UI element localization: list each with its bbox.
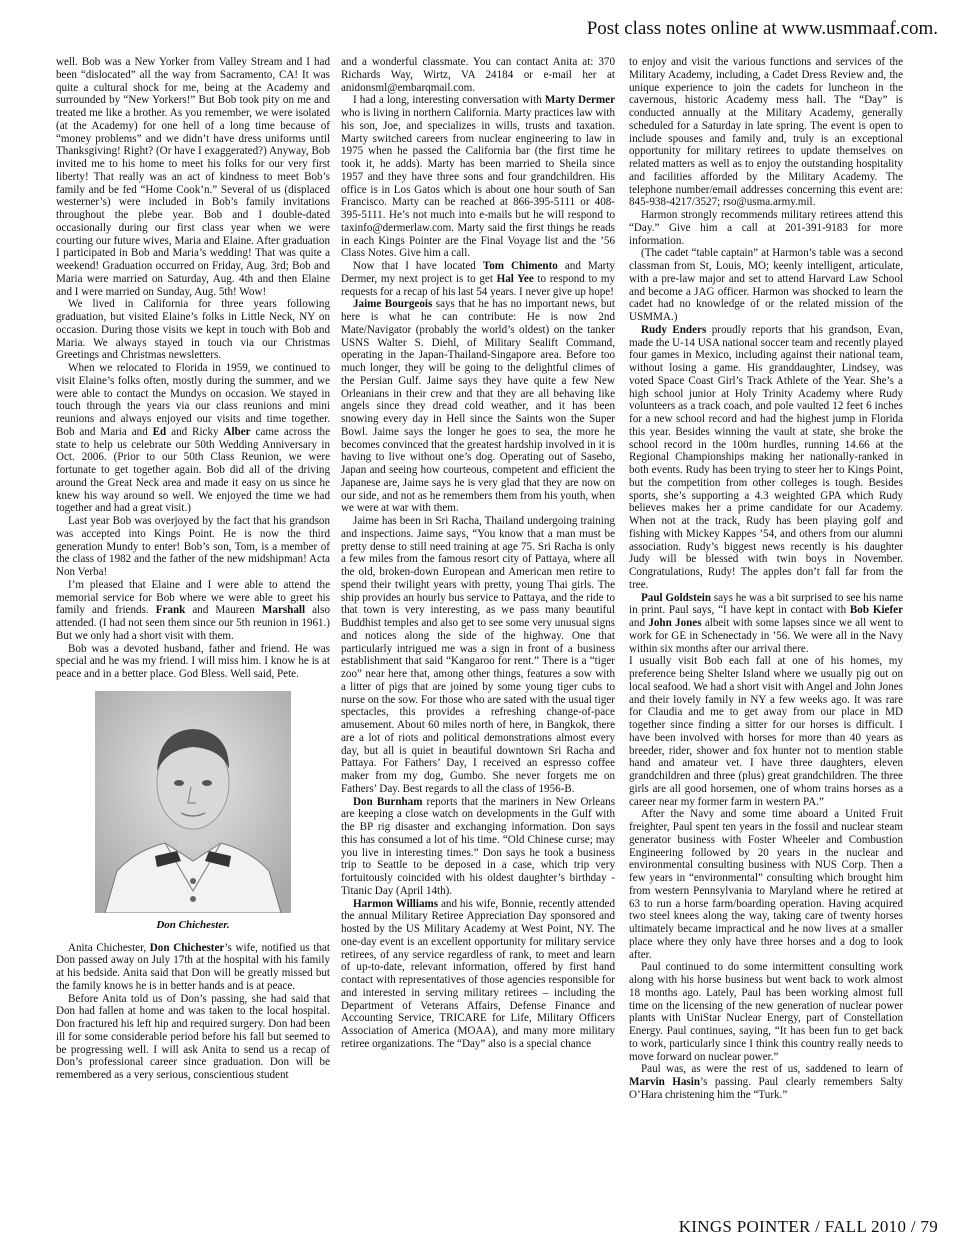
text-run: and Ricky [166,425,224,438]
bold-name: Don Burnham [353,795,423,808]
text-run: Paul continued to do some intermittent consulting work along with his horse business but went back to work almost 18 months ago. Lately, Paul has been working almost full time on the licensing of the new generation of nuclear power plants with UniStar Nuclear Energy, part of Constellation Energy. Paul continues, saying, “It has been fun to get back to work, particularly since I think this country really needs to move forward on nuclear power.” [629,961,903,1063]
bold-name: Alber [223,425,251,438]
text-run: albeit with some lapses since we all went to work for GE in Schenectady in ’56. We were all in the Navy within six months after our arrival there. [629,617,904,655]
paragraph [56,56,330,298]
paragraph [341,515,615,796]
paragraph [341,796,615,898]
bold-name: John Jones [648,617,702,629]
text-run: I usually visit Bob each fall at one of his homes, my preference being Shelter Island where we usually pig out on local seafood. We had a short visit with Angel and John Jones and their lovely family in NY a few weeks ago. It was rare for Claudia and me to get away from our place in MD together since finding a sitter for our horses is difficult. I have been involved with horses for more than 40 years as breeder, rider, shower and fox hunter not to mention stable hand and amateur vet. I have three daughters, eleven grandchildren and three (plus) great grandchildren. The three girls are all good horsemen, one of whom trains horses as a career near my former farm in western PA.” [629,655,903,808]
text-run: ’s passing. Paul clearly remembers Salty O’Hara christening him the “Turk.” [629,1076,903,1101]
column-2 [341,56,615,1051]
column-1-text-after-photo [56,942,330,1082]
bold-name: Frank [155,604,186,617]
paragraph [56,298,330,362]
bold-name: Hal Yee [496,272,534,285]
text-run: Anita Chichester, [68,941,150,954]
portrait-photo [95,691,291,913]
bold-name: Rudy Enders [641,323,707,336]
paragraph [629,592,903,656]
paragraph [629,324,903,592]
paragraph [56,993,330,1082]
paragraph [629,808,903,961]
text-run: I’m pleased that Elaine and I were able to attend the memorial service for Bob where we were able to greet his family and friends. [56,578,330,617]
bold-name: Ed [152,425,167,438]
paragraph [629,655,903,808]
text-run: We lived in California for three years following graduation, but visited Elaine’s folks in Little Neck, NY on occasion. During those visits we kept in touch with Bob and Maria. We always stayed in touch via our Christmas Greetings and Christmas newsletters. [56,298,330,362]
text-run: After the Navy and some time aboard a United Fruit freighter, Paul spent ten years in the fossil and nuclear steam generator business with Foster Wheeler and Combustion Engineering followed by 20 years in the nuclear and environmental consulting business with NUS Corp. Then a few years in “environmental” consulting which brought him from western Pennsylvania to Maryland where he retired at 63 to run a horse farm/boarding operation. Having acquired two steel knees along the way, taking care of twenty horses ultimately became impractical and he now lives at a smaller place where they only have three horses and a dog to look after. [629,808,903,961]
text-run: and [629,617,649,629]
text-run: well. Bob was a New Yorker from Valley Stream and I had been “dislocated” all the way from Sacramento, CA! It was quite a cultural shock for me, being at the Academy and surrounded by “New Yorkers!” But Bob took pity on me and treated me like a brother. As you remember, we were isolated (at the Academy) for one hell of a long time because of “money problems” and we didn’t have dress uniforms until Thanksgiving! Right? (Or have I exaggerated?) Anyway, Bob invited me to his home to meet his folks for our very first liberty! That really was an act of kindness to meet Bob’s family and be fed “Home Cook’n.” Several of us (displaced westerner’s) were included in Bob’s family invitations throughout the plebe year. Bob and I double-dated occasionally during our first class year when we were courting our future wives, Maria and Elaine. After graduation I participated in Bob and Maria’s wedding! That was quite a weekend! Graduation occurred on Friday, Aug. 3rd; Bob and Maria were married on Saturday, Aug. 4th and then Elaine and I were married on Sunday, Aug. 5th! Wow! [56,56,330,298]
paragraph [56,515,330,579]
text-run: and Marty Dermer, my next project is to get [341,260,615,285]
bold-name: Don Chichester [149,941,225,954]
paragraph [629,247,903,324]
text-run: Last year Bob was overjoyed by the fact that his grandson was accepted into Kings Point. He is now the third generation Mundy to enter! Bob’s son, Tom, is a member of the class of 1982 and the father of the new midshipman! Acta Non Verba! [56,515,330,578]
text-run: reports that the mariners in New Orleans are keeping a close watch on developments in the Gulf with the BP rig disaster and exchanging information. Don says this has consumed a lot of his time. “Old Chinese curse; may you live in interesting times.” Don says he took a business trip to Seattle to be deposed in a case, which trip very fortuitously coincided with his oldest daughter’s birthday - Titanic Day (April 14th). [341,795,616,897]
text-run: ’s wife, notified us that Don passed away on July 17th at the hospital with his family at his bedside. Anita said that Don will be greatly missed but the family knows he is in better hands and is at peace. [56,941,330,992]
text-run: Bob was a devoted husband, father and friend. He was special and he was my friend. I will miss him. I know he is at peace and in a better place. God Bless. Well said, Pete. [56,642,330,680]
text-run: to respond to my requests for a recap of his last 54 years. I never give up hope! [341,272,616,298]
paragraph [629,961,903,1063]
bold-name: Marty Dermer [544,94,616,107]
paragraph [56,579,330,643]
text-run: When we relocated to Florida in 1959, we continued to visit Elaine’s folks often, mostly during the summer, and we were able to contact the Mundys on occasion. We stayed in touch through the years via our class reunions and mini reunions and always enjoyed our visits and time together. Bob and Maria and [56,362,330,438]
text-run: and Maureen [185,604,262,617]
bold-name: Marshall [261,604,306,617]
paragraph [341,56,615,94]
text-run: says that he has no important news, but here is what he can contribute: He is now 2nd Mate/Navigator (probably the world’s oldest) on the tanker USNS Walter S. Diehl, of Military Sealift Command, operating in the Japan-Thailand-Singapore area. Before too much longer, they will be going to the delightful climes of the Persian Gulf. Jaime says they have quite a few New Orleanians in their crew and that they are all behaving like angels since they dread cold weather, and it has been snowing every day in Hell since the Saints won the Super Bowl. Jaime says the longer he goes to sea, the more he becomes convinced that the greatest hardship involved in it is having to live without one’s dog. Operating out of Sasebo, Japan and seeing how courteous, competent and efficient the Japanese are, Jaime says he is very glad that they are now on our side, and not as he remembers them from his youth, when we were at war with them. [341,298,616,515]
text-run: to enjoy and visit the various functions and services of the Military Academy, including, a Cadet Dress Review and, the unique experience to join the cadets for luncheon in the cavernous, historic Academy mess hall. The “Day” is conducted annually at the Military Academy, generally scheduled for a Saturday in late spring. The event is open to include spouses and family and, truly is an exceptional opportunity for military retirees to update themselves on related matters as well as to enjoy the outstanding hospitality and facilities afforded by the Military Academy. The telephone number/email addresses concerning this event are: 845-938-4217/3527; rso@usma.army.mil. [629,56,903,209]
paragraph [341,898,615,1051]
text-run: (The cadet “table captain” at Harmon’s table was a second classman from St, Louis, MO; keenly intelligent, articulate, with a pre-law major and set to attend Harvard Law School and become a JAG officer. Harmon was shocked to learn the cadet had no knowledge of or the related mission of the USMMA.) [629,247,903,323]
bold-name: Marvin Hasin [629,1076,700,1088]
bold-name: Harmon Williams [353,897,439,910]
text-run: Now that I have located [353,260,483,272]
text-run: Paul was, as were the rest of us, saddened to learn of [641,1063,903,1076]
text-run: says he was a bit surprised to see his name in print. Paul says, “I have kept in contact with [629,591,903,617]
text-run: also attended. (I had not seen them since our 5th reunion in 1961.) But we only had a short visit with them. [56,604,330,642]
column-1-text [56,56,330,681]
paragraph [629,209,903,247]
paragraph [341,298,615,515]
text-run: I had a long, interesting conversation with [353,94,545,107]
text-run: Harmon strongly recommends military retirees attend this “Day.” Give him a call at 201-391-9183 for more information. [629,209,903,247]
page-header: Post class notes online at www.usmmaaf.com. [586,18,938,39]
paragraph [629,56,903,209]
paragraph [56,643,330,681]
bold-name: Jaime Bourgeois [353,298,433,311]
text-run: and a wonderful classmate. You can contact Anita at: 370 Richards Way, Wirtz, VA 24184 or e-mail her at anidonsml@embarqmail.com. [341,56,615,94]
text-run: proudly reports that his grandson, Evan, made the U-14 USA national soccer team and recently played four games in Mexico, including against their national team, without losing a game. His granddaughter, Lindsey, was voted Space Coast Girl’s Track Athlete of the Year. She’s a high school junior at Holy Trinity Academy where Rudy volunteers as a track coach, and pole vaulted 12 feet 6 inches for a new school record and had the highest jump in Florida this year. Besides winning the vault at state, she broke the school record in the 100m hurdles, running 14.66 at the Regional Championships making her nationally-ranked in both events. Rudy has been trying to steer her to Kings Point, but the competition from other colleges is tough. Besides sports, she’s supporting a 4.3 weighted GPA which Rudy believes makes her a prime candidate for our Academy. When not at the track, Rudy has been playing golf and fishing with Mickey Kappes ’54, and others from our alumni association. Rudy’s biggest news recently is his daughter Judy will be blessed with twin boys in November. Congratulations, Rudy! The apples don’t fall far from the tree. [629,323,903,591]
text-run: and his wife, Bonnie, recently attended the annual Military Retiree Appreciation Day sponsored and hosted by the US Military Academy at West Point, NY. The one-day event is an excellent opportunity for military service retirees, of any service regardless of rank, to meet and learn of up-to-date, relevant information, offered by first hand contact with representatives of those agencies responsible for and interested in serving military retirees – including the Department of Veterans Affairs, Defense Finance and Accounting Service, TRICARE for Life, Military Officers Association of America (MOAA), and many more military retiree organizations. The “Day” also is a special chance [341,897,615,1050]
bold-name: Bob Kiefer [849,604,903,617]
bold-name: Paul Goldstein [641,591,711,604]
bold-name: Tom Chimento [482,260,558,272]
text-run: who is living in northern California. Marty practices law with his son, Joe, and specializes in wills, trusts and taxation. Marty switched careers from nuclear engineering to law in 1975 when he passed the California bar (the first time he took it, he adds). Marty has been married to Sheila since 1957 and they have three sons and four grandchildren. His office is in Los Gatos which is about one hour south of San Francisco. Marty can be reached at 866-395-5111 or 408-395-5111. He’s not much into e-mails but he will respond to taxinfo@dermerlaw.com. Marty said the first things he reads in each Kings Pointer are the Final Voyage list and the ’56 Class Notes. Give him a call. [341,107,615,260]
paragraph [341,260,615,298]
text-run: came across the state to help us celebrate our 50th Wedding Anniversary in Oct. 2006. (Prior to our 50th Class Reunion, we were fortunate to get together again. Bob did all of the driving around the Great Neck area and made it easy on us since he knew his way around so well. We enjoyed the time we had together and had a great visit.) [56,425,331,515]
column-1 [56,56,330,1082]
page-footer: KINGS POINTER / FALL 2010 / 79 [678,1217,938,1236]
paragraph [341,94,615,260]
photo-caption: Don Chichester. [156,918,230,931]
text-run: Before Anita told us of Don’s passing, she had said that Don had fallen at home and was taken to the local hospital. Don fractured his left hip and required surgery. Don had been ill for some considerable period before his fall but seemed to be progressing well. I will ask Anita to send us a recap of Don’s professional career since graduation. Don will be remembered as a very serious, conscientious student [56,992,330,1081]
paragraph [56,942,330,993]
text-run: Jaime has been in Sri Racha, Thailand undergoing training and inspections. Jaime says, “You know that a man must be pretty dense to still need training at age 75. Sri Racha is only a few miles from the famous resort city of Pattaya, where all the old, broken-down European and American men retire to spend their twilight years with pretty, young Thai girls. The ship provides an hourly bus service to Pattaya, and the ride to that town is very interesting, as we pass many beautiful Buddhist temples and also get to see some very unusual signs and notices along the side of the highway. One that particularly intrigued me was a sign in front of a business establishment that said “Kangaroo for rent.” There is a “tiger zoo” near here that, among other things, features a sow with a litter of pigs that are joined by some young tiger cubs to nurse on the sow. For those who are sated with the usual tiger spectacles, this provides a refreshing change-of-pace amusement. About 60 miles north of here, in Bangkok, there are a lot of riots and political demonstrations almost every day, but all is quiet in beautiful downtown Sri Racha and Pattaya. For Fathers’ Day, I received an espresso coffee maker from my dog, Gumbo. She never forgets me on Fathers’ Day. Best regards to all the class of 1956-B. [341,515,615,795]
paragraph [56,362,330,515]
column-3 [629,56,903,1102]
paragraph [629,1063,903,1101]
